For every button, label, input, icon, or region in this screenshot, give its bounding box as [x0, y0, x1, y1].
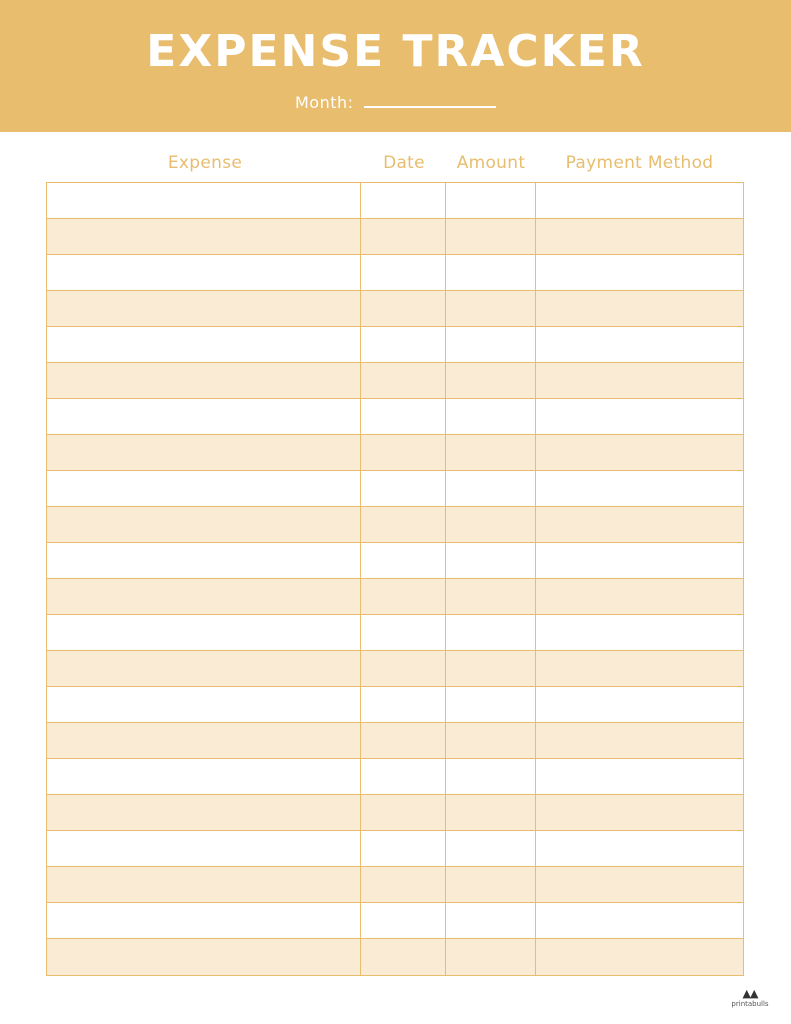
- header-banner: [0, 0, 791, 132]
- table-row[interactable]: [47, 939, 743, 975]
- bull-icon: ▲▲: [742, 987, 758, 1000]
- table-row[interactable]: [47, 435, 743, 471]
- column-divider: [360, 183, 361, 975]
- table-row[interactable]: [47, 471, 743, 507]
- expense-table: [46, 182, 744, 976]
- table-row[interactable]: [47, 219, 743, 255]
- table-row[interactable]: [47, 759, 743, 795]
- page-title: EXPENSE TRACKER: [146, 26, 645, 77]
- column-divider: [445, 183, 446, 975]
- table-row[interactable]: [47, 183, 743, 219]
- month-field: [295, 90, 496, 112]
- table-row[interactable]: [47, 363, 743, 399]
- table-row[interactable]: [47, 399, 743, 435]
- table-row[interactable]: [47, 543, 743, 579]
- logo-text: printabulls: [731, 1000, 769, 1008]
- table-row[interactable]: [47, 687, 743, 723]
- table-row[interactable]: [47, 579, 743, 615]
- table-row[interactable]: [47, 831, 743, 867]
- table-row[interactable]: [47, 723, 743, 759]
- column-header-expense: Expense: [167, 153, 243, 173]
- table-row[interactable]: [47, 867, 743, 903]
- column-header-amount: Amount: [456, 153, 526, 173]
- table-row[interactable]: [47, 615, 743, 651]
- column-header-payment-method: Payment Method: [565, 153, 714, 173]
- month-input-line[interactable]: [364, 106, 496, 108]
- table-row[interactable]: [47, 327, 743, 363]
- printabulls-logo: [730, 988, 770, 1014]
- table-row[interactable]: [47, 903, 743, 939]
- month-label: Month:: [295, 93, 354, 112]
- column-divider: [535, 183, 536, 975]
- column-header-date: Date: [383, 153, 425, 173]
- table-row[interactable]: [47, 651, 743, 687]
- table-row[interactable]: [47, 795, 743, 831]
- table-row[interactable]: [47, 291, 743, 327]
- table-row[interactable]: [47, 255, 743, 291]
- table-row[interactable]: [47, 507, 743, 543]
